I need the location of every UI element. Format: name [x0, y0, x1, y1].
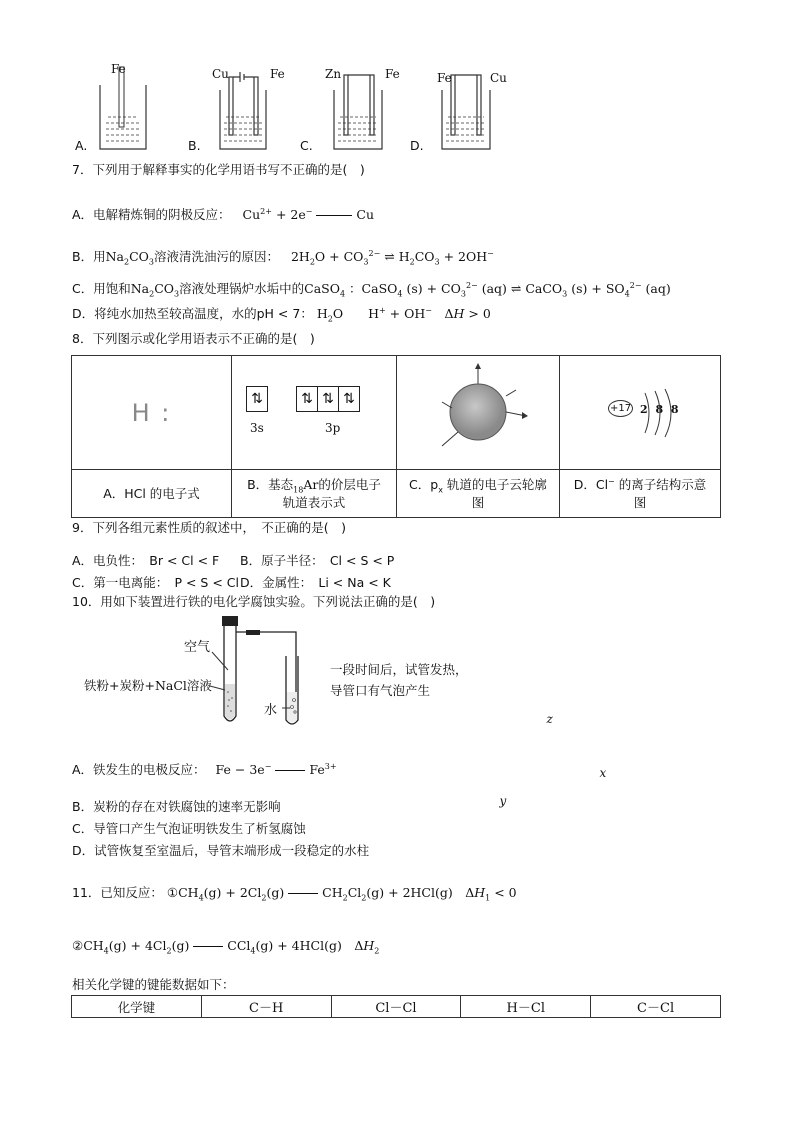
q7-option-c: C．用饱和$Na_2CO_3$溶液处理锅炉水垢中的CaSO$_4$ ：CaSO$_4$ $(s) + CO_3^{2-}$ (aq) ⇌ CaCO$_3$ $(s) + SO_4^{2-}$ (aq)	[72, 280, 671, 299]
q9-option-b: B．原子半径： Cl < S < P	[240, 553, 395, 568]
axis-y-label: y	[499, 793, 507, 808]
fig-label-air: 空气	[184, 640, 211, 655]
q7-option-b: B．用$Na_2CO_3$溶液清洗油污的原因： $2H_2O + CO_3^{2-}$ ⇌ $H_2CO_3 + 2OH^-$	[72, 248, 494, 267]
bond-header-clcl: Cl－Cl	[331, 996, 461, 1018]
bond-header-hcl: H－Cl	[461, 996, 591, 1018]
q7-option-a: A．电解精炼铜的阴极反应： $Cu^{2+} + 2e^-$ Cu	[72, 206, 375, 222]
q6-option-a-label: A.	[75, 138, 88, 153]
fig-label-water: 水	[264, 703, 278, 718]
fig-note-line2: 导管口有气泡产生	[330, 683, 431, 698]
q8-caption-c: C．$p_x$ 轨道的电子云轮廓 图	[396, 470, 559, 518]
fig-note-line1: 一段时间后，试管发热，	[330, 662, 468, 677]
q10-stem: 10．用如下装置进行铁的电化学腐蚀实验。下列说法正确的是( )	[72, 594, 436, 609]
q9-option-c: C．第一电离能： P < S < Cl	[72, 575, 239, 590]
q6-option-a-figure	[100, 67, 146, 149]
q6-a-electrode: Fe	[111, 62, 126, 76]
q7-stem: 7．下列用于解释事实的化学用语书写不正确的是( )	[72, 162, 365, 177]
q6-c-electrode-right: Fe	[385, 67, 400, 81]
q8-stem: 8．下列图示或化学用语表示不正确的是( )	[72, 331, 315, 346]
q8-cell-d-figure	[559, 356, 720, 470]
cl-ion-structure: +17 2 8 8	[560, 358, 720, 468]
px-orbital-cloud	[398, 356, 558, 466]
q6-option-b-figure	[220, 72, 266, 149]
q6-option-d-label: D.	[410, 138, 424, 153]
q6-option-b-label: B.	[188, 138, 201, 153]
bond-header-bond: 化学键	[72, 996, 202, 1018]
q6-option-c-figure	[334, 75, 382, 149]
q6-b-electrode-left: Cu	[212, 67, 229, 81]
q10-option-a: A．铁发生的电极反应： Fe − 3e− $Fe^{3+}$	[72, 761, 337, 777]
label-3s: 3s	[250, 420, 264, 435]
q9-option-d: D．金属性： Li < Na < K	[240, 575, 391, 590]
q6-b-electrode-right: Fe	[270, 67, 285, 81]
fig-label-mixture: 铁粉+炭粉+NaCl溶液	[84, 678, 212, 693]
q8-cell-b-figure	[232, 356, 397, 470]
axis-x-label: x	[599, 765, 607, 780]
q6-d-electrode-left: Fe	[437, 71, 452, 85]
q8-cell-a-figure	[72, 356, 232, 470]
q9-option-a: A．电负性： Br < Cl < F	[72, 553, 220, 568]
q8-caption-d: D．Cl− 的离子结构示意 图	[559, 470, 720, 518]
label-3p: 3p	[325, 420, 341, 435]
q10-option-b: B．炭粉的存在对铁腐蚀的速率无影响	[72, 799, 281, 814]
q6-d-electrode-right: Cu	[490, 71, 507, 85]
q10-apparatus-figure	[200, 612, 320, 737]
q10-option-c: C．导管口产生气泡证明铁发生了析氢腐蚀	[72, 821, 306, 836]
q6-option-c-label: C.	[300, 138, 313, 153]
axis-z-label: z	[546, 711, 553, 726]
q8-caption-a: A．HCl 的电子式	[72, 470, 232, 518]
bond-header-ch: C－H	[201, 996, 331, 1018]
bond-header-ccl: C－Cl	[591, 996, 721, 1018]
q11-intro: 相关化学键的键能数据如下：	[72, 977, 235, 992]
q10-option-d: D．试管恢复至室温后，导管末端形成一段稳定的水柱	[72, 843, 370, 858]
q6-option-d-figure	[442, 75, 490, 149]
hcl-electron-formula: H :	[131, 398, 172, 427]
q6-c-electrode-left: Zn	[325, 67, 342, 81]
bond-energy-table	[71, 995, 721, 1018]
q9-stem: 9．下列各组元素性质的叙述中， 不正确的是( )	[72, 520, 346, 535]
q7-option-d: D．将纯水加热至较高温度，水的pH < 7： $H_2O$ H+ + OH− ΔH > 0	[72, 305, 491, 324]
q11-reaction-1: 11．已知反应： $①CH_4(g) + 2Cl_2(g) CH_2Cl_2(g) + 2HCl(g)$ $\Delta H_1 < 0$	[72, 885, 517, 903]
ar-orbital-diagram: ⇅ ⇅ ⇅ ⇅ 3s 3p	[232, 358, 396, 468]
q8-caption-b: B．基态$_{18}$Ar的价层电子 轨道表示式	[232, 470, 397, 518]
q11-reaction-2: $②CH_4(g) + 4Cl_2(g) CCl_4(g) + 4HCl(g)$ $\Delta H_2$	[72, 938, 380, 956]
